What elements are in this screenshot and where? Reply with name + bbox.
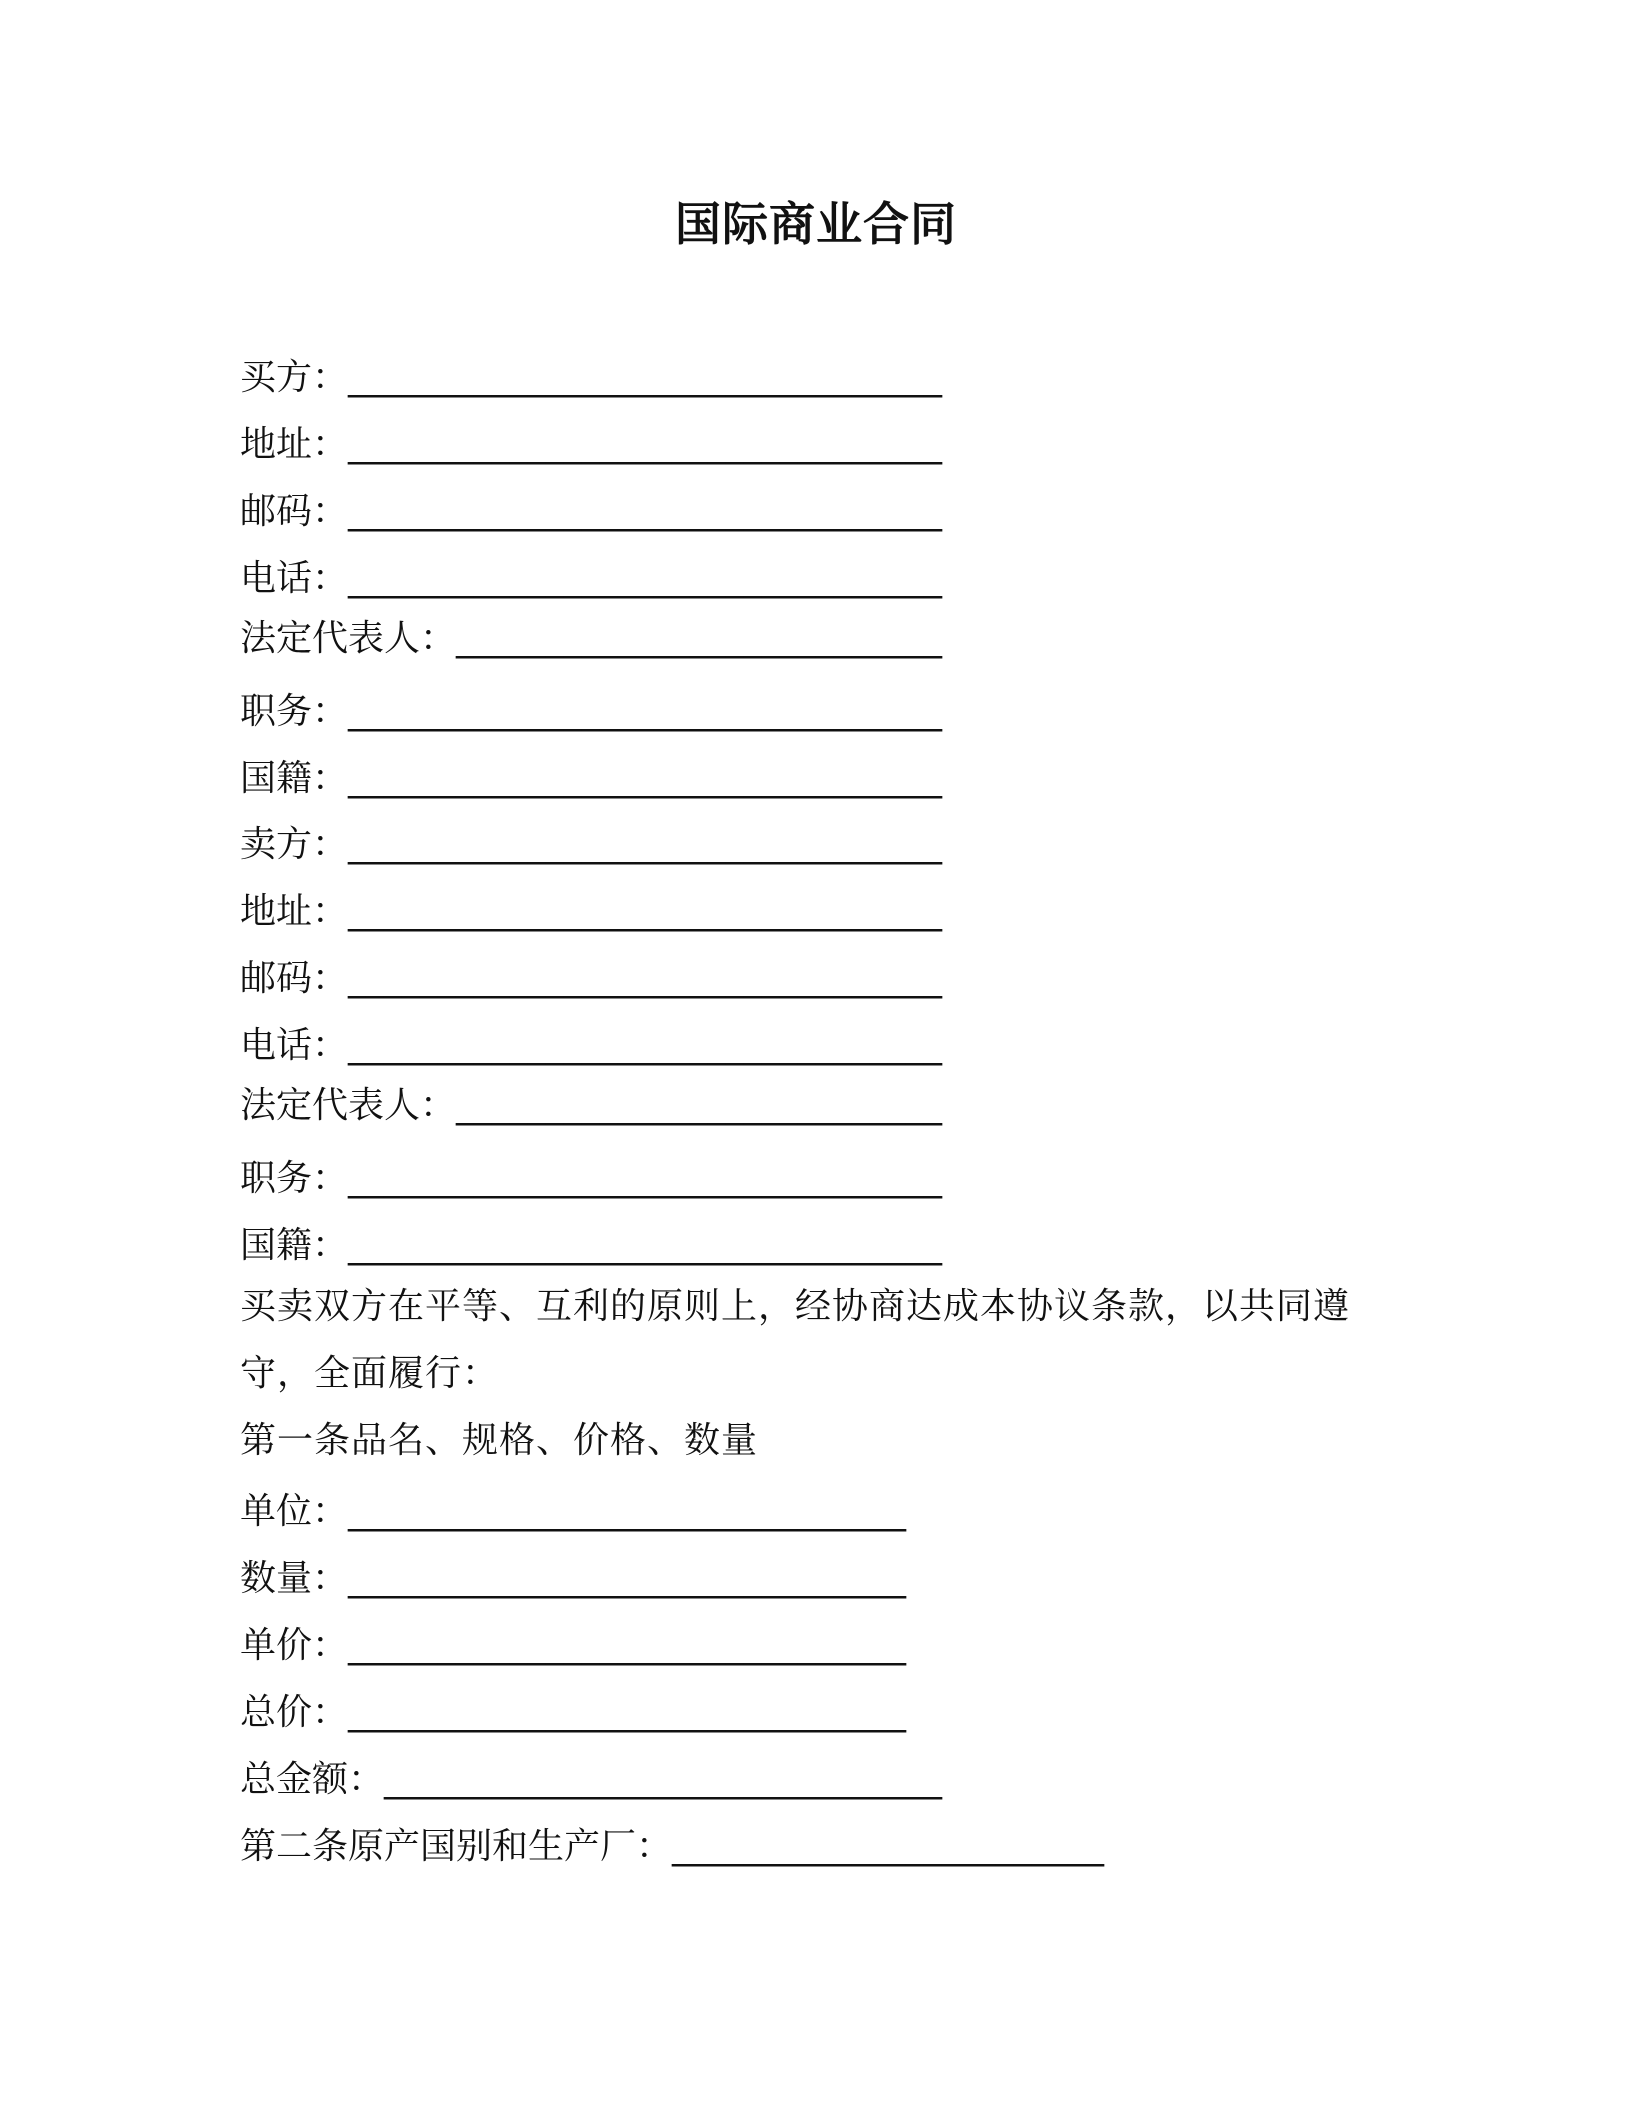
article-2-origin-field	[240, 1821, 1104, 1873]
fill-blank[interactable]: _______________________________	[348, 1558, 907, 1599]
field-label: 职务：	[240, 691, 349, 732]
buyer-position-field	[240, 686, 942, 738]
field-label: 单位：	[240, 1491, 349, 1532]
total-price-field	[240, 1687, 906, 1739]
document-title: 国际商业合同	[675, 197, 957, 251]
preamble-line-1: 买卖双方在平等、互利的原则上，经协商达成本协议条款，以共同遵	[240, 1286, 1351, 1327]
field-label: 国籍：	[240, 1225, 349, 1266]
fill-blank[interactable]: _______________________________	[348, 1491, 907, 1532]
seller-legal-rep-field	[240, 1080, 942, 1132]
fill-blank[interactable]: _________________________________	[348, 691, 943, 732]
fill-blank[interactable]: _________________________________	[348, 424, 943, 465]
fill-blank[interactable]: _________________________________	[348, 357, 943, 398]
fill-blank[interactable]: ___________________________	[456, 618, 943, 659]
fill-blank[interactable]: _________________________________	[348, 891, 943, 932]
quantity-field	[240, 1553, 906, 1605]
field-label: 买方：	[240, 357, 349, 398]
fill-blank[interactable]: ___________________________	[456, 1085, 943, 1126]
field-label: 第二条原产国别和生产厂：	[240, 1826, 673, 1867]
field-label: 地址：	[240, 424, 349, 465]
fill-blank[interactable]: _________________________________	[348, 758, 943, 799]
fill-blank[interactable]: _______________________________	[348, 1692, 907, 1733]
fill-blank[interactable]: _________________________________	[348, 1158, 943, 1199]
fill-blank[interactable]: ________________________	[672, 1826, 1105, 1867]
field-label: 总价：	[240, 1692, 349, 1733]
fill-blank[interactable]: _________________________________	[348, 491, 943, 532]
fill-blank[interactable]: _________________________________	[348, 958, 943, 999]
field-label: 电话：	[240, 558, 349, 599]
field-label: 法定代表人：	[240, 1085, 457, 1126]
seller-nationality-field	[240, 1220, 942, 1272]
field-label: 国籍：	[240, 758, 349, 799]
field-label: 地址：	[240, 891, 349, 932]
article-1-heading: 第一条品名、规格、价格、数量	[240, 1420, 759, 1461]
fill-blank[interactable]: _________________________________	[348, 1225, 943, 1266]
field-label: 卖方：	[240, 824, 349, 865]
unit-price-field	[240, 1620, 906, 1672]
field-label: 邮码：	[240, 491, 349, 532]
seller-position-field	[240, 1153, 942, 1205]
total-amount-field	[240, 1754, 942, 1806]
seller-phone-field	[240, 1020, 942, 1072]
fill-blank[interactable]: _________________________________	[348, 1025, 943, 1066]
field-label: 单价：	[240, 1625, 349, 1666]
fill-blank[interactable]: _________________________________	[348, 558, 943, 599]
unit-field	[240, 1486, 906, 1538]
buyer-legal-rep-field	[240, 613, 942, 665]
buyer-name-field	[240, 352, 942, 404]
field-label: 职务：	[240, 1158, 349, 1199]
buyer-address-field	[240, 419, 942, 471]
buyer-nationality-field	[240, 753, 942, 805]
field-label: 法定代表人：	[240, 618, 457, 659]
buyer-phone-field	[240, 553, 942, 605]
seller-postcode-field	[240, 953, 942, 1005]
field-label: 总金额：	[240, 1759, 385, 1800]
field-label: 邮码：	[240, 958, 349, 999]
seller-address-field	[240, 886, 942, 938]
field-label: 电话：	[240, 1025, 349, 1066]
preamble-line-2: 守，全面履行：	[240, 1353, 500, 1394]
fill-blank[interactable]: _________________________________	[348, 824, 943, 865]
field-label: 数量：	[240, 1558, 349, 1599]
buyer-postcode-field	[240, 486, 942, 538]
seller-name-field	[240, 819, 942, 871]
fill-blank[interactable]: _______________________________	[348, 1625, 907, 1666]
fill-blank[interactable]: _______________________________	[384, 1759, 943, 1800]
